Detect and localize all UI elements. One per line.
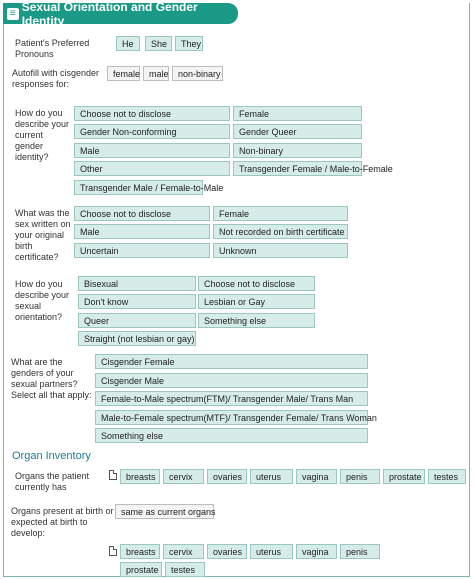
document-icon: ≡ (7, 8, 19, 20)
gender-non-conforming[interactable]: Gender Non-conforming (74, 124, 230, 139)
birth-organ-penis[interactable]: penis (340, 544, 380, 559)
orientation-queer[interactable]: Queer (78, 313, 196, 328)
gender-non-binary[interactable]: Non-binary (233, 143, 362, 158)
birth-organs-label: Organs present at birth or expected at birth to develop: (11, 506, 114, 538)
current-organs-label: Organs the patient currently has (15, 471, 90, 492)
pronoun-she-button[interactable]: She (145, 36, 172, 51)
birth-organ-vagina[interactable]: vagina (296, 544, 337, 559)
birth-sex-not-recorded[interactable]: Not recorded on birth certificate (213, 224, 348, 239)
current-organ-testes[interactable]: testes (428, 469, 466, 484)
autofill-male-button[interactable]: male (143, 66, 169, 81)
pronoun-he-button[interactable]: He (116, 36, 140, 51)
birth-sex-label: What was the sex written on your original birth certificate? (15, 208, 71, 262)
section-header (3, 0, 238, 28)
autofill-label: Autofill with cisgender responses for: (12, 68, 100, 89)
gender-identity-label: How do you describe your current gender identity? (15, 108, 70, 162)
partners-something-else[interactable]: Something else (95, 428, 368, 443)
birth-organ-cervix[interactable]: cervix (163, 544, 204, 559)
partners-mtf-spectrum[interactable]: Male-to-Female spectrum(MTF)/ Transgender Female/ Trans Woman (95, 410, 368, 425)
orientation-label: How do you describe your sexual orientation? (15, 279, 70, 322)
same-as-current-organs-button[interactable]: same as current organs (115, 504, 214, 519)
birth-organ-ovaries[interactable]: ovaries (207, 544, 247, 559)
section-title: Sexual Orientation and Gender Identity (21, 0, 198, 28)
current-organ-penis[interactable]: penis (340, 469, 380, 484)
birth-sex-male[interactable]: Male (74, 224, 210, 239)
organ-inventory-title: Organ Inventory (12, 450, 91, 462)
orientation-something-else[interactable]: Something else (198, 313, 315, 328)
gender-female[interactable]: Female (233, 106, 362, 121)
orientation-straight[interactable]: Straight (not lesbian or gay) (78, 331, 196, 346)
partners-label: What are the genders of your sexual partners? Select all that apply: (11, 357, 92, 400)
gender-male[interactable]: Male (74, 143, 230, 158)
pronouns-label: Patient's Preferred Pronouns (15, 38, 90, 59)
current-organ-prostate[interactable]: prostate (383, 469, 425, 484)
birth-organ-testes[interactable]: testes (165, 562, 205, 577)
birth-sex-uncertain[interactable]: Uncertain (74, 243, 210, 258)
orientation-dont-know[interactable]: Don't know (78, 294, 196, 309)
partners-ftm-spectrum[interactable]: Female-to-Male spectrum(FTM)/ Transgender Male/ Trans Man (95, 391, 368, 406)
gender-queer[interactable]: Gender Queer (233, 124, 362, 139)
gender-transgender-male[interactable]: Transgender Male / Female-to-Male (74, 180, 203, 195)
gender-transgender-female[interactable]: Transgender Female / Male-to-Female (233, 161, 362, 176)
current-organ-breasts[interactable]: breasts (120, 469, 160, 484)
gender-choose-not-disclose[interactable]: Choose not to disclose (74, 106, 230, 121)
autofill-non-binary-button[interactable]: non-binary (172, 66, 223, 81)
orientation-bisexual[interactable]: Bisexual (78, 276, 196, 291)
gender-other[interactable]: Other (74, 161, 230, 176)
birth-sex-choose-not-disclose[interactable]: Choose not to disclose (74, 206, 210, 221)
autofill-female-button[interactable]: female (107, 66, 140, 81)
birth-sex-female[interactable]: Female (213, 206, 348, 221)
current-organ-cervix[interactable]: cervix (163, 469, 204, 484)
birth-sex-unknown[interactable]: Unknown (213, 243, 348, 258)
current-organ-ovaries[interactable]: ovaries (207, 469, 247, 484)
birth-organ-uterus[interactable]: uterus (250, 544, 293, 559)
partners-cisgender-male[interactable]: Cisgender Male (95, 373, 368, 388)
birth-organ-prostate[interactable]: prostate (120, 562, 162, 577)
current-organ-vagina[interactable]: vagina (296, 469, 337, 484)
pronoun-they-button[interactable]: They (175, 36, 203, 51)
partners-cisgender-female[interactable]: Cisgender Female (95, 354, 368, 369)
orientation-lesbian-gay[interactable]: Lesbian or Gay (198, 294, 315, 309)
file-icon (109, 470, 117, 480)
birth-organ-breasts[interactable]: breasts (120, 544, 160, 559)
current-organ-uterus[interactable]: uterus (250, 469, 293, 484)
file-icon (109, 546, 117, 556)
orientation-choose-not-disclose[interactable]: Choose not to disclose (198, 276, 315, 291)
